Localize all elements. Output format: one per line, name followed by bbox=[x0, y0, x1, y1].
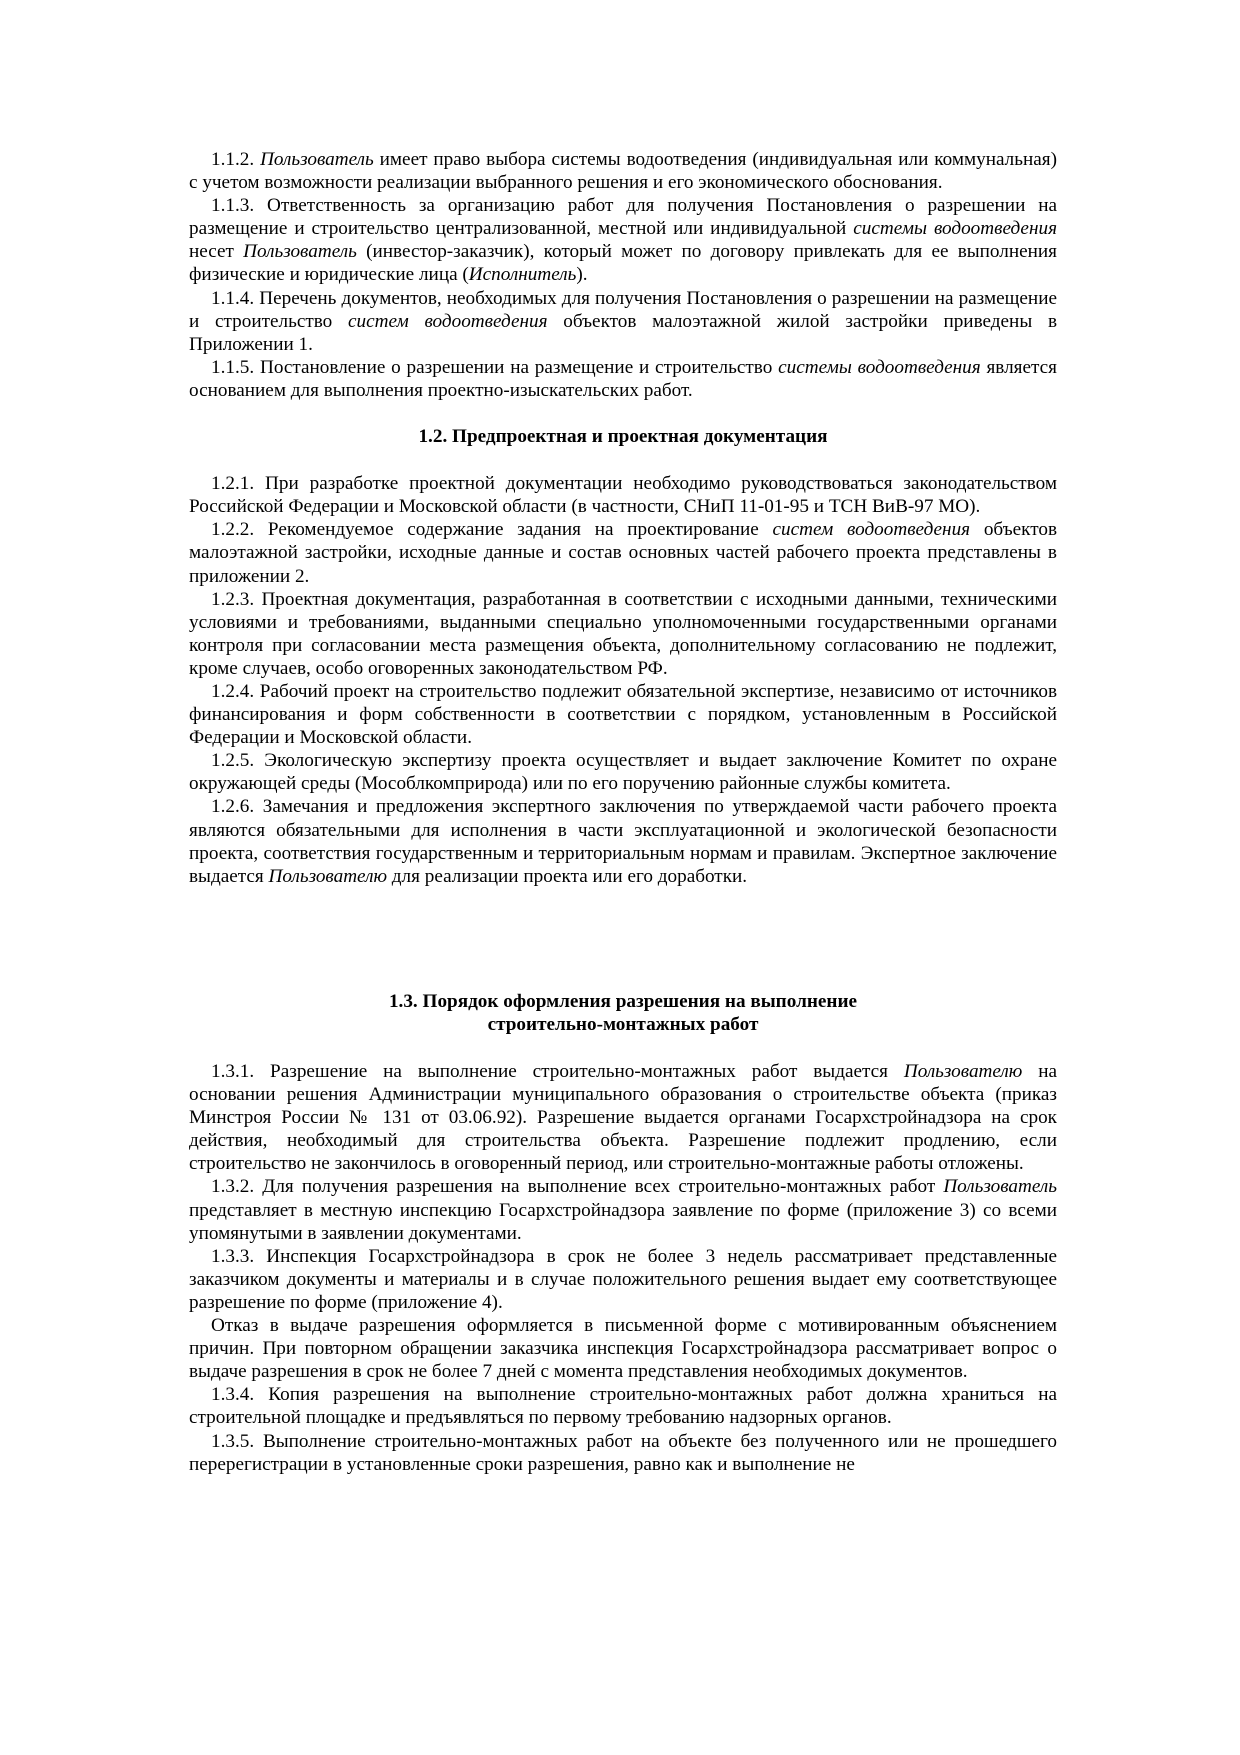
text: объектов малоэтажной жилой застройки приведены в Приложении 1. bbox=[189, 310, 1058, 355]
paragraph-1-2-4: 1.2.4. Рабочий проект на строительство подлежит обязательной экспертизе, независимо от источников финансирования и форм собственности в соответствии с порядком, установленным в Российской Федерации и Московской области. bbox=[189, 680, 1057, 749]
paragraph-1-2-5: 1.2.5. Экологическую экспертизу проекта осуществляет и выдает заключение Комитет по охране окружающей среды (Мособлкомприрода) или по его поручению районные службы комитета. bbox=[189, 750, 1057, 795]
paragraph-1-3-2 bbox=[189, 1175, 1057, 1244]
paragraph-1-2-6 bbox=[189, 795, 1057, 887]
italic-term: системы водоотведения bbox=[778, 356, 981, 378]
paragraph-1-1-5 bbox=[189, 356, 1057, 402]
italic-term: системы водоотведения bbox=[853, 218, 1057, 240]
text: является основанием для выполнения проектно-изыскательских работ. bbox=[189, 356, 1057, 401]
paragraph-1-1-4 bbox=[189, 287, 1057, 356]
paragraph-1-2-3: 1.2.3. Проектная документация, разработанная в соответствии с исходными данными, техническими условиями и требованиями, выданными специально уполномоченными государственными органами контроля при согласовании места размещения объекта, дополнительному согласованию не подлежит, кроме случаев, особо оговоренных законодательством РФ. bbox=[189, 588, 1057, 679]
italic-term: систем водоотведения bbox=[772, 519, 971, 541]
text: 1.1.5. Постановление о разрешении на размещение и строительство bbox=[211, 356, 779, 378]
text: (инвестор-заказчик), который может по договору привлекать для ее выполнения физические и юридические лица ( bbox=[189, 241, 1057, 286]
heading-line: 1.3. Порядок оформления разрешения на выполнение bbox=[388, 990, 858, 1012]
text: имеет право выбора системы водоотведения (индивидуальная или коммунальная) с учетом возможности реализации выбранного решения и его экономического обоснования. bbox=[189, 149, 1057, 194]
italic-term: Пользователю bbox=[903, 1061, 1023, 1082]
italic-term: Пользователь bbox=[260, 149, 374, 170]
italic-term: Пользователь bbox=[243, 241, 357, 263]
text: 1.3.1. Разрешение на выполнение строительно-монтажных работ выдается bbox=[211, 1061, 904, 1082]
paragraph-1-2-2 bbox=[189, 518, 1057, 587]
text: для реализации проекта или его доработки. bbox=[387, 865, 748, 887]
section-heading-1-3 bbox=[189, 990, 1057, 1036]
text: 1.3.2. Для получения разрешения на выполнение всех строительно-монтажных работ bbox=[211, 1176, 944, 1198]
document-page bbox=[189, 148, 1057, 1476]
italic-term: Исполнитель bbox=[468, 264, 577, 286]
paragraph-1-3-1 bbox=[189, 1060, 1057, 1175]
paragraph-1-1-2 bbox=[189, 148, 1057, 194]
text: несет bbox=[189, 241, 244, 263]
italic-term: систем водоотведения bbox=[347, 310, 548, 332]
paragraph-1-2-1: 1.2.1. При разработке проектной документации необходимо руководствоваться законодательством Российской Федерации и Московской области (в частности, СНиП 11-01-95 и ТСН ВиВ-97 МО). bbox=[189, 473, 1057, 518]
paragraph-1-3-4: 1.3.4. Копия разрешения на выполнение строительно-монтажных работ должна храниться на строительной площадке и предъявляться по первому требованию надзорных органов. bbox=[189, 1384, 1057, 1429]
text: 1.1.3. Ответственность за организацию работ для получения Постановления о разрешении на размещение и строительство централизованной, местной или индивидуальной bbox=[189, 195, 1057, 240]
text: 1.2.6. Замечания и предложения экспертного заключения по утверждаемой части рабочего проекта являются обязательными для исполнения в части эксплуатационной и экологической безопасности проекта, соответствия государственным и территориальным нормам и правилам. Экспертное заключение выдается bbox=[189, 796, 1057, 887]
paragraph-refusal: Отказ в выдаче разрешения оформляется в письменной форме с мотивированным объяснением причин. При повторном обращении заказчика инспекция Госархстройнадзора рассматривает вопрос о выдаче разрешения в срок не более 7 дней с момента представления необходимых документов. bbox=[189, 1315, 1057, 1383]
italic-term: Пользователю bbox=[268, 865, 387, 887]
text: 1.1.4. Перечень документов, необходимых для получения Постановления о разрешении на размещение и строительство bbox=[189, 287, 1057, 332]
text: ). bbox=[576, 264, 588, 286]
text: на основании решения Администрации муниципального образования о строительстве объекта (приказ Минстроя России № 131 от 03.06.92). Разрешение выдается органами Госархстройнадзора на срок действия, необходимый для строительства объекта. Разрешение подлежит продлению, если строительство не закончилось в оговоренный период, или строительно-монтажные работы отложены. bbox=[189, 1061, 1057, 1175]
text: представляет в местную инспекцию Госархстройнадзора заявление по форме (приложение 3) со всеми упомянутыми в заявлении документами. bbox=[189, 1199, 1057, 1244]
italic-term: Пользователь bbox=[943, 1176, 1057, 1198]
text: 1.2.2. Рекомендуемое содержание задания на проектирование bbox=[211, 519, 773, 541]
heading-line: строительно-монтажных работ bbox=[487, 1013, 759, 1035]
paragraph-1-1-3 bbox=[189, 194, 1057, 286]
paragraph-1-3-5: 1.3.5. Выполнение строительно-монтажных работ на объекте без полученного или не прошедшего перерегистрации в установленные сроки разрешения, равно как и выполнение не bbox=[189, 1430, 1057, 1475]
text: 1.1.2. bbox=[211, 149, 261, 170]
text: объектов малоэтажной застройки, исходные данные и состав основных частей рабочего проекта представлены в приложении 2. bbox=[189, 519, 1058, 587]
paragraph-1-3-3: 1.3.3. Инспекция Госархстройнадзора в срок не более 3 недель рассматривает представленные заказчиком документы и материалы и в случае положительного решения выдает ему соответствующее разрешение по форме (приложение 4). bbox=[189, 1245, 1057, 1313]
section-heading-1-2: 1.2. Предпроектная и проектная документация bbox=[418, 426, 828, 448]
